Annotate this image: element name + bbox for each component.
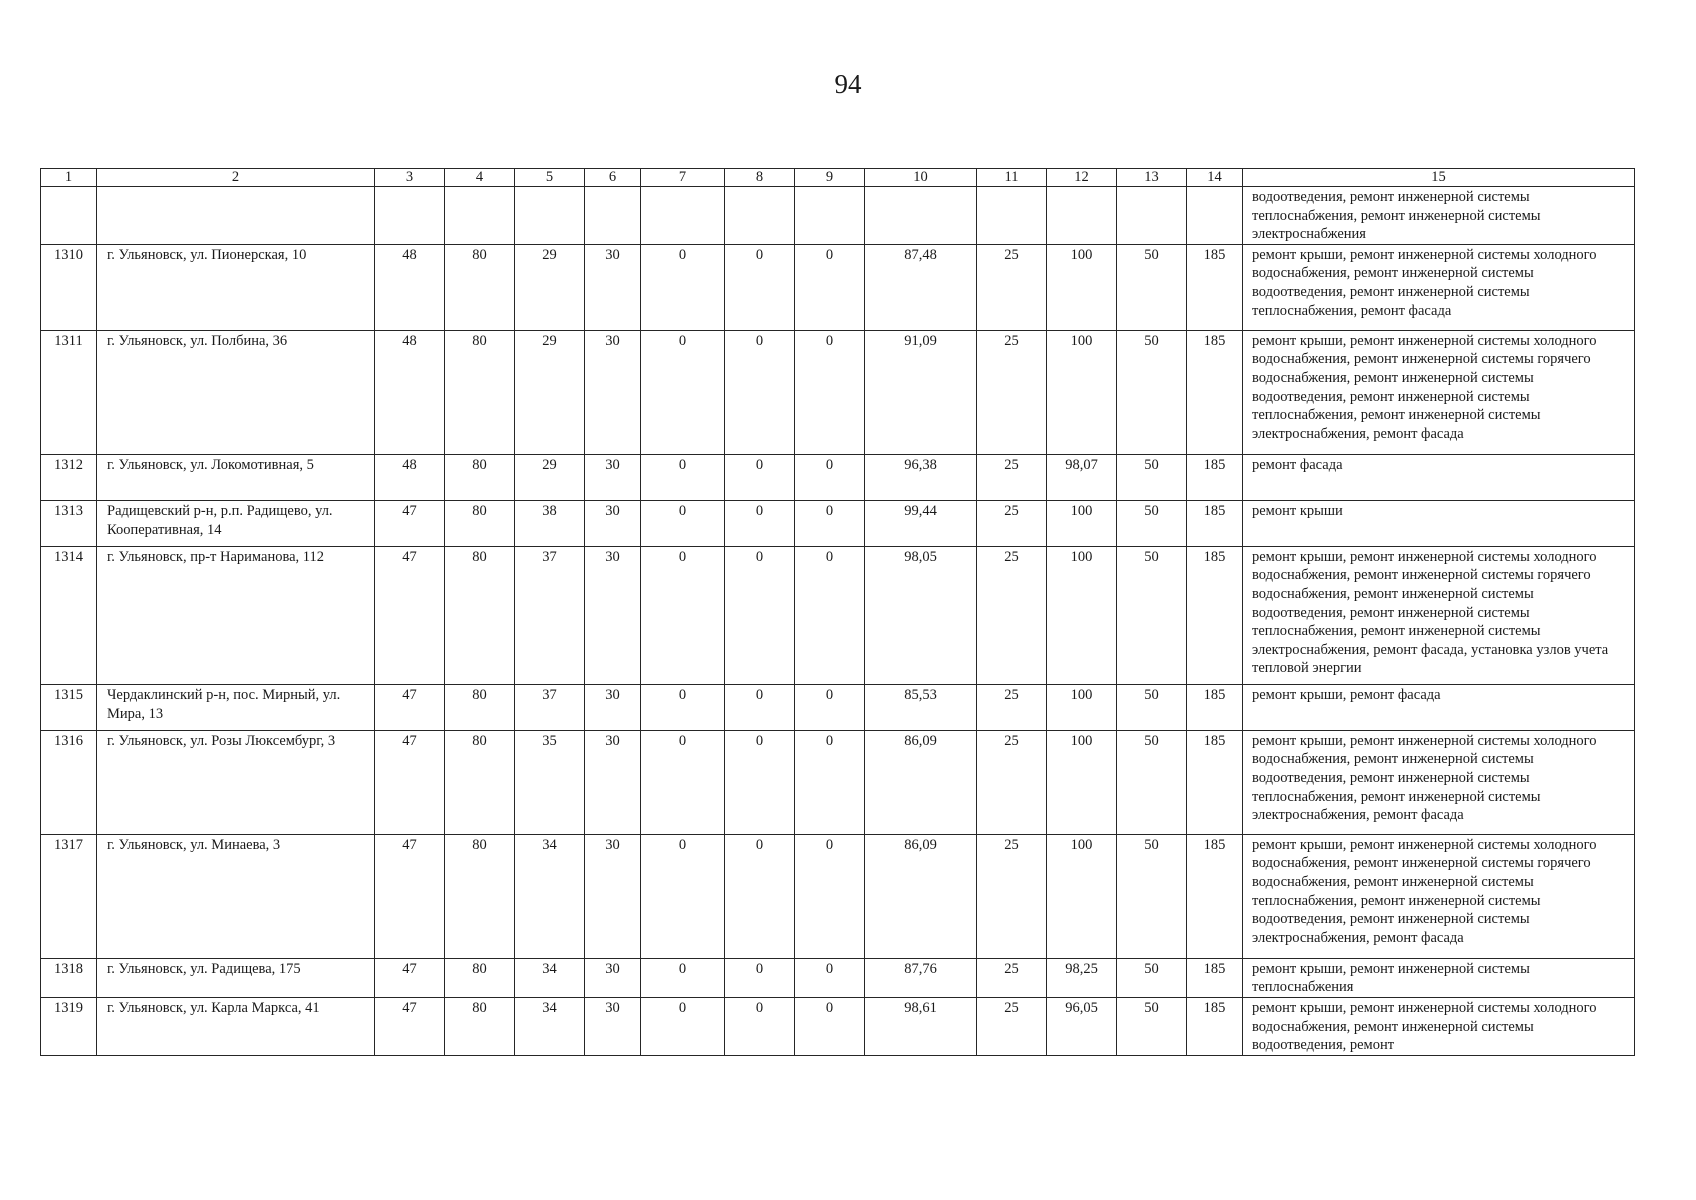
value-cell-col-13: 50: [1117, 244, 1187, 330]
value-cell-col-8: 0: [725, 330, 795, 454]
col-header-13: 13: [1117, 169, 1187, 187]
value-cell-col-7: 0: [641, 958, 725, 997]
data-table-container: [40, 168, 1634, 1056]
row-number-cell: 1314: [41, 546, 97, 684]
value-cell-col-10: 87,48: [865, 244, 977, 330]
value-cell-col-3: 47: [375, 684, 445, 730]
value-cell-col-12: 98,25: [1047, 958, 1117, 997]
row-number-cell: 1319: [41, 997, 97, 1055]
table-row: [41, 187, 1635, 245]
value-cell-col-10: 98,05: [865, 546, 977, 684]
value-cell-col-14: 185: [1187, 546, 1243, 684]
col-header-12: 12: [1047, 169, 1117, 187]
address-cell: г. Ульяновск, ул. Карла Маркса, 41: [97, 997, 375, 1055]
value-cell-col-5: 29: [515, 244, 585, 330]
table-row: [41, 330, 1635, 454]
value-cell-col-11: 25: [977, 958, 1047, 997]
value-cell-col-5: 29: [515, 454, 585, 500]
address-cell: Радищевский р-н, р.п. Радищево, ул. Кооперативная, 14: [97, 500, 375, 546]
value-cell-col-8: 0: [725, 244, 795, 330]
value-cell-col-10: 87,76: [865, 958, 977, 997]
value-cell-col-9: 0: [795, 330, 865, 454]
value-cell-col-9: 0: [795, 997, 865, 1055]
work-description-cell: ремонт крыши, ремонт инженерной системы теплоснабжения: [1243, 958, 1635, 997]
value-cell-col-4: 80: [445, 330, 515, 454]
value-cell-col-3: 47: [375, 500, 445, 546]
value-cell-col-11: [977, 187, 1047, 245]
col-header-11: 11: [977, 169, 1047, 187]
col-header-6: 6: [585, 169, 641, 187]
work-description-cell: ремонт фасада: [1243, 454, 1635, 500]
col-header-10: 10: [865, 169, 977, 187]
value-cell-col-14: 185: [1187, 958, 1243, 997]
value-cell-col-3: 47: [375, 730, 445, 834]
value-cell-col-9: [795, 187, 865, 245]
table-row: [41, 454, 1635, 500]
value-cell-col-8: 0: [725, 958, 795, 997]
value-cell-col-8: 0: [725, 684, 795, 730]
value-cell-col-11: 25: [977, 834, 1047, 958]
value-cell-col-8: 0: [725, 500, 795, 546]
value-cell-col-4: 80: [445, 958, 515, 997]
value-cell-col-12: 100: [1047, 684, 1117, 730]
col-header-15: 15: [1243, 169, 1635, 187]
value-cell-col-12: 100: [1047, 500, 1117, 546]
value-cell-col-7: 0: [641, 684, 725, 730]
table-row: [41, 997, 1635, 1055]
value-cell-col-14: 185: [1187, 500, 1243, 546]
value-cell-col-5: [515, 187, 585, 245]
value-cell-col-4: 80: [445, 730, 515, 834]
table-body: [41, 187, 1635, 1056]
value-cell-col-8: 0: [725, 834, 795, 958]
value-cell-col-12: 98,07: [1047, 454, 1117, 500]
value-cell-col-14: 185: [1187, 684, 1243, 730]
value-cell-col-13: 50: [1117, 546, 1187, 684]
value-cell-col-13: 50: [1117, 834, 1187, 958]
value-cell-col-4: 80: [445, 834, 515, 958]
value-cell-col-6: [585, 187, 641, 245]
value-cell-col-3: 47: [375, 834, 445, 958]
value-cell-col-13: 50: [1117, 958, 1187, 997]
value-cell-col-9: 0: [795, 244, 865, 330]
value-cell-col-13: 50: [1117, 330, 1187, 454]
value-cell-col-11: 25: [977, 684, 1047, 730]
col-header-1: 1: [41, 169, 97, 187]
value-cell-col-8: 0: [725, 454, 795, 500]
col-header-9: 9: [795, 169, 865, 187]
page-number: 94: [834, 69, 862, 99]
address-cell: Чердаклинский р-н, пос. Мирный, ул. Мира, 13: [97, 684, 375, 730]
row-number-cell: 1318: [41, 958, 97, 997]
value-cell-col-12: 100: [1047, 730, 1117, 834]
value-cell-col-13: 50: [1117, 997, 1187, 1055]
value-cell-col-11: 25: [977, 330, 1047, 454]
value-cell-col-7: 0: [641, 997, 725, 1055]
address-cell: г. Ульяновск, ул. Минаева, 3: [97, 834, 375, 958]
value-cell-col-8: 0: [725, 730, 795, 834]
work-description-cell: ремонт крыши, ремонт инженерной системы холодного водоснабжения, ремонт инженерной системы водоотведения, ремонт инженерной системы теплоснабжения, ремонт инженерной системы электроснабжения, ремонт фасада: [1243, 730, 1635, 834]
address-cell: г. Ульяновск, ул. Локомотивная, 5: [97, 454, 375, 500]
value-cell-col-4: 80: [445, 546, 515, 684]
value-cell-col-11: 25: [977, 244, 1047, 330]
address-cell: г. Ульяновск, пр-т Нариманова, 112: [97, 546, 375, 684]
col-header-5: 5: [515, 169, 585, 187]
value-cell-col-12: [1047, 187, 1117, 245]
value-cell-col-5: 38: [515, 500, 585, 546]
work-description-cell: ремонт крыши, ремонт инженерной системы холодного водоснабжения, ремонт инженерной системы водоотведения, ремонт: [1243, 997, 1635, 1055]
value-cell-col-6: 30: [585, 958, 641, 997]
value-cell-col-3: 47: [375, 958, 445, 997]
value-cell-col-11: 25: [977, 997, 1047, 1055]
work-description-cell: водоотведения, ремонт инженерной системы теплоснабжения, ремонт инженерной системы электроснабжения: [1243, 187, 1635, 245]
value-cell-col-14: [1187, 187, 1243, 245]
work-description-cell: ремонт крыши, ремонт инженерной системы холодного водоснабжения, ремонт инженерной системы горячего водоснабжения, ремонт инженерной системы теплоснабжения, ремонт инженерной системы водоотведения, ремонт инженерной системы электроснабжения, ремонт фасада: [1243, 834, 1635, 958]
value-cell-col-7: 0: [641, 454, 725, 500]
col-header-2: 2: [97, 169, 375, 187]
value-cell-col-5: 35: [515, 730, 585, 834]
value-cell-col-4: 80: [445, 684, 515, 730]
value-cell-col-6: 30: [585, 834, 641, 958]
table-row: [41, 684, 1635, 730]
value-cell-col-3: 48: [375, 244, 445, 330]
value-cell-col-3: 47: [375, 997, 445, 1055]
value-cell-col-9: 0: [795, 834, 865, 958]
row-number-cell: 1310: [41, 244, 97, 330]
value-cell-col-5: 37: [515, 684, 585, 730]
work-description-cell: ремонт крыши, ремонт инженерной системы холодного водоснабжения, ремонт инженерной системы горячего водоснабжения, ремонт инженерной системы водоотведения, ремонт инженерной системы теплоснабжения, ремонт инженерной системы электроснабжения, ремонт фасада, установка узлов учета тепловой энергии: [1243, 546, 1635, 684]
value-cell-col-13: 50: [1117, 730, 1187, 834]
table-row: [41, 730, 1635, 834]
value-cell-col-10: 86,09: [865, 834, 977, 958]
value-cell-col-12: 100: [1047, 834, 1117, 958]
value-cell-col-9: 0: [795, 730, 865, 834]
value-cell-col-12: 100: [1047, 546, 1117, 684]
value-cell-col-7: 0: [641, 500, 725, 546]
work-description-cell: ремонт крыши: [1243, 500, 1635, 546]
value-cell-col-9: 0: [795, 454, 865, 500]
data-table: [40, 168, 1635, 1056]
value-cell-col-5: 34: [515, 997, 585, 1055]
address-cell: г. Ульяновск, ул. Пионерская, 10: [97, 244, 375, 330]
address-cell: [97, 187, 375, 245]
work-description-cell: ремонт крыши, ремонт фасада: [1243, 684, 1635, 730]
address-cell: г. Ульяновск, ул. Полбина, 36: [97, 330, 375, 454]
value-cell-col-6: 30: [585, 454, 641, 500]
value-cell-col-8: 0: [725, 997, 795, 1055]
table-header: [41, 169, 1635, 187]
table-row: [41, 834, 1635, 958]
value-cell-col-6: 30: [585, 500, 641, 546]
value-cell-col-4: 80: [445, 500, 515, 546]
value-cell-col-14: 185: [1187, 834, 1243, 958]
row-number-cell: [41, 187, 97, 245]
value-cell-col-13: 50: [1117, 500, 1187, 546]
work-description-cell: ремонт крыши, ремонт инженерной системы холодного водоснабжения, ремонт инженерной системы горячего водоснабжения, ремонт инженерной системы водоотведения, ремонт инженерной системы теплоснабжения, ремонт инженерной системы электроснабжения, ремонт фасада: [1243, 330, 1635, 454]
value-cell-col-7: 0: [641, 730, 725, 834]
value-cell-col-7: 0: [641, 244, 725, 330]
col-header-3: 3: [375, 169, 445, 187]
value-cell-col-14: 185: [1187, 730, 1243, 834]
value-cell-col-7: 0: [641, 546, 725, 684]
value-cell-col-12: 96,05: [1047, 997, 1117, 1055]
value-cell-col-6: 30: [585, 330, 641, 454]
value-cell-col-9: 0: [795, 546, 865, 684]
table-row: [41, 500, 1635, 546]
value-cell-col-11: 25: [977, 454, 1047, 500]
value-cell-col-13: [1117, 187, 1187, 245]
row-number-cell: 1317: [41, 834, 97, 958]
table-row: [41, 958, 1635, 997]
col-header-4: 4: [445, 169, 515, 187]
value-cell-col-3: [375, 187, 445, 245]
value-cell-col-12: 100: [1047, 244, 1117, 330]
value-cell-col-10: 98,61: [865, 997, 977, 1055]
row-number-cell: 1312: [41, 454, 97, 500]
row-number-cell: 1315: [41, 684, 97, 730]
row-number-cell: 1313: [41, 500, 97, 546]
value-cell-col-6: 30: [585, 684, 641, 730]
value-cell-col-10: 86,09: [865, 730, 977, 834]
value-cell-col-11: 25: [977, 546, 1047, 684]
value-cell-col-4: 80: [445, 997, 515, 1055]
value-cell-col-14: 185: [1187, 454, 1243, 500]
value-cell-col-10: 96,38: [865, 454, 977, 500]
value-cell-col-4: [445, 187, 515, 245]
value-cell-col-9: 0: [795, 684, 865, 730]
value-cell-col-7: [641, 187, 725, 245]
value-cell-col-9: 0: [795, 958, 865, 997]
row-number-cell: 1316: [41, 730, 97, 834]
col-header-8: 8: [725, 169, 795, 187]
address-cell: г. Ульяновск, ул. Розы Люксембург, 3: [97, 730, 375, 834]
value-cell-col-13: 50: [1117, 454, 1187, 500]
value-cell-col-5: 34: [515, 958, 585, 997]
value-cell-col-7: 0: [641, 330, 725, 454]
value-cell-col-6: 30: [585, 997, 641, 1055]
value-cell-col-10: [865, 187, 977, 245]
value-cell-col-8: [725, 187, 795, 245]
value-cell-col-6: 30: [585, 546, 641, 684]
value-cell-col-9: 0: [795, 500, 865, 546]
value-cell-col-3: 48: [375, 330, 445, 454]
value-cell-col-7: 0: [641, 834, 725, 958]
value-cell-col-14: 185: [1187, 244, 1243, 330]
value-cell-col-10: 99,44: [865, 500, 977, 546]
value-cell-col-12: 100: [1047, 330, 1117, 454]
value-cell-col-3: 47: [375, 546, 445, 684]
value-cell-col-13: 50: [1117, 684, 1187, 730]
value-cell-col-4: 80: [445, 454, 515, 500]
value-cell-col-3: 48: [375, 454, 445, 500]
col-header-14: 14: [1187, 169, 1243, 187]
table-row: [41, 244, 1635, 330]
value-cell-col-4: 80: [445, 244, 515, 330]
col-header-7: 7: [641, 169, 725, 187]
value-cell-col-8: 0: [725, 546, 795, 684]
value-cell-col-11: 25: [977, 500, 1047, 546]
value-cell-col-14: 185: [1187, 997, 1243, 1055]
value-cell-col-11: 25: [977, 730, 1047, 834]
value-cell-col-5: 37: [515, 546, 585, 684]
value-cell-col-6: 30: [585, 730, 641, 834]
value-cell-col-10: 91,09: [865, 330, 977, 454]
header-row: [41, 169, 1635, 187]
table-row: [41, 546, 1635, 684]
value-cell-col-6: 30: [585, 244, 641, 330]
value-cell-col-5: 29: [515, 330, 585, 454]
value-cell-col-10: 85,53: [865, 684, 977, 730]
value-cell-col-5: 34: [515, 834, 585, 958]
row-number-cell: 1311: [41, 330, 97, 454]
value-cell-col-14: 185: [1187, 330, 1243, 454]
work-description-cell: ремонт крыши, ремонт инженерной системы холодного водоснабжения, ремонт инженерной системы водоотведения, ремонт инженерной системы теплоснабжения, ремонт фасада: [1243, 244, 1635, 330]
address-cell: г. Ульяновск, ул. Радищева, 175: [97, 958, 375, 997]
